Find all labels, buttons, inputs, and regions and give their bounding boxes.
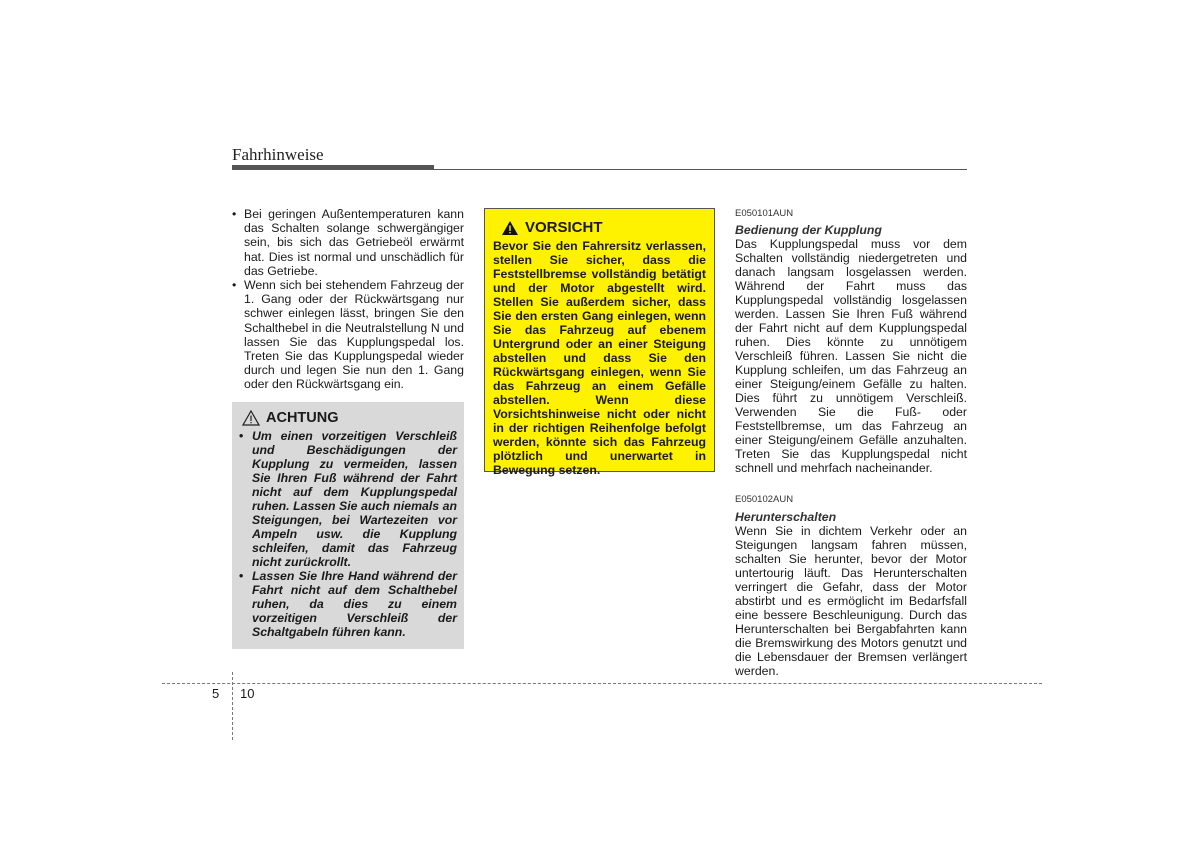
section-heading: Bedienung der Kupplung <box>735 223 882 238</box>
page-title: Fahrhinweise <box>232 145 324 164</box>
page-number: 10 <box>240 686 255 701</box>
page-section-number: 5 <box>212 686 220 701</box>
section-text: Wenn Sie in dichtem Verkehr oder an Steigungen langsam fahren müssen, schalten Sie herunter, bevor der Motor untertourig läuft. Das Herunterschalten verringert die Gefahr, dass der Motor abstirbt und es ermöglicht im Bedarfsfall eine bessere Beschleunigung. Durch das Herunterschalten bei Bergabfahrten kann die Bremswirkung des Motors genutzt und die Lebensdauer der Bremsen verlängert werden. <box>735 523 967 678</box>
vorsicht-header <box>485 209 714 236</box>
achtung-list <box>232 429 464 639</box>
left-column <box>232 207 464 392</box>
right-column <box>735 207 967 678</box>
list-item: • Bei geringen Außentemperaturen kann das Schalten solange schwergängiger sein, bis sich das Getriebeöl erwärmt hat. Dies ist normal und unschädlich für das Getriebe. <box>232 207 464 278</box>
section-code: E050101AUN <box>735 208 794 219</box>
achtung-box <box>232 402 464 649</box>
achtung-header <box>232 402 464 426</box>
vorsicht-text: Bevor Sie den Fahrersitz verlassen, stellen Sie sicher, dass die Feststellbremse vollständig betätigt und der Motor abgestellt wird. Stellen Sie außerdem sicher, dass Sie den ersten Gang einlegen, wenn Sie das Fahrzeug auf ebenem Untergrund oder an einer Steigung abstellen und dass Sie den Rückwärtsgang einlegen, wenn Sie das Fahrzeug an einem Gefälle abstellen. Wenn diese Vorsichtshinweise nicht oder nicht in der richtigen Reihenfolge befolgt werden, könnte sich das Fahrzeug plötzlich und unerwartet in Bewegung setzen. <box>493 239 706 477</box>
list-item: • Wenn sich bei stehendem Fahrzeug der 1. Gang oder der Rückwärtsgang nur schwer einlegen lässt, bringen Sie den Schalthebel in die Neutralstellung N und lassen Sie das Kupplungspedal los. Treten Sie das Kupplungspedal wieder durch und legen Sie nun den 1. Gang oder den Rückwärtsgang ein. <box>232 278 464 392</box>
warning-triangle-icon <box>242 410 260 426</box>
vorsicht-box <box>484 208 715 477</box>
bullet-list <box>232 207 464 392</box>
footer-rule <box>162 683 1042 684</box>
footer-divider <box>232 672 233 740</box>
section-spacer <box>735 475 967 493</box>
section-code: E050102AUN <box>735 494 794 506</box>
section-heading: Herunterschalten <box>735 509 837 524</box>
header-rule <box>232 169 967 170</box>
vorsicht-title: VORSICHT <box>525 219 603 236</box>
achtung-title: ACHTUNG <box>266 410 339 426</box>
section-text: Das Kupplungspedal muss vor dem Schalten vollständig niedergetreten und danach langsam losgelassen werden. Während der Fahrt muss das Kupplungspedal vollständig losgelassen werden. Lassen Sie Ihren Fuß während der Fahrt nicht auf dem Kupplungspedal ruhen. Dies könnte zu unnötigem Verschleiß führen. Lassen Sie nicht die Kupplung schleifen, um das Fahrzeug an einer Steigung/einem Gefälle zu halten. Dies führt zu unnötigem Verschleiß. Verwenden Sie die Fuß- oder Feststellbremse, um das Fahrzeug an einer Steigung/einem Gefälle anzuhalten. Treten Sie das Kupplungspedal nicht schnell und mehrfach nacheinander. <box>735 237 967 476</box>
warning-triangle-icon <box>501 220 519 236</box>
list-item: • Um einen vorzeitigen Verschleiß und Beschädigungen der Kupplung zu vermeiden, lassen Sie Ihren Fuß während der Fahrt nicht auf dem Kupplungspedal ruhen. Lassen Sie auch niemals an Steigungen, bei Wartezeiten vor Ampeln usw. die Kupplung schleifen, damit das Fahrzeug nicht zurückrollt. <box>239 429 457 569</box>
list-item: • Lassen Sie Ihre Hand während der Fahrt nicht auf dem Schalthebel ruhen, da dies zu einem vorzeitigen Verschleiß der Schaltgabeln führen kann. <box>239 569 457 639</box>
